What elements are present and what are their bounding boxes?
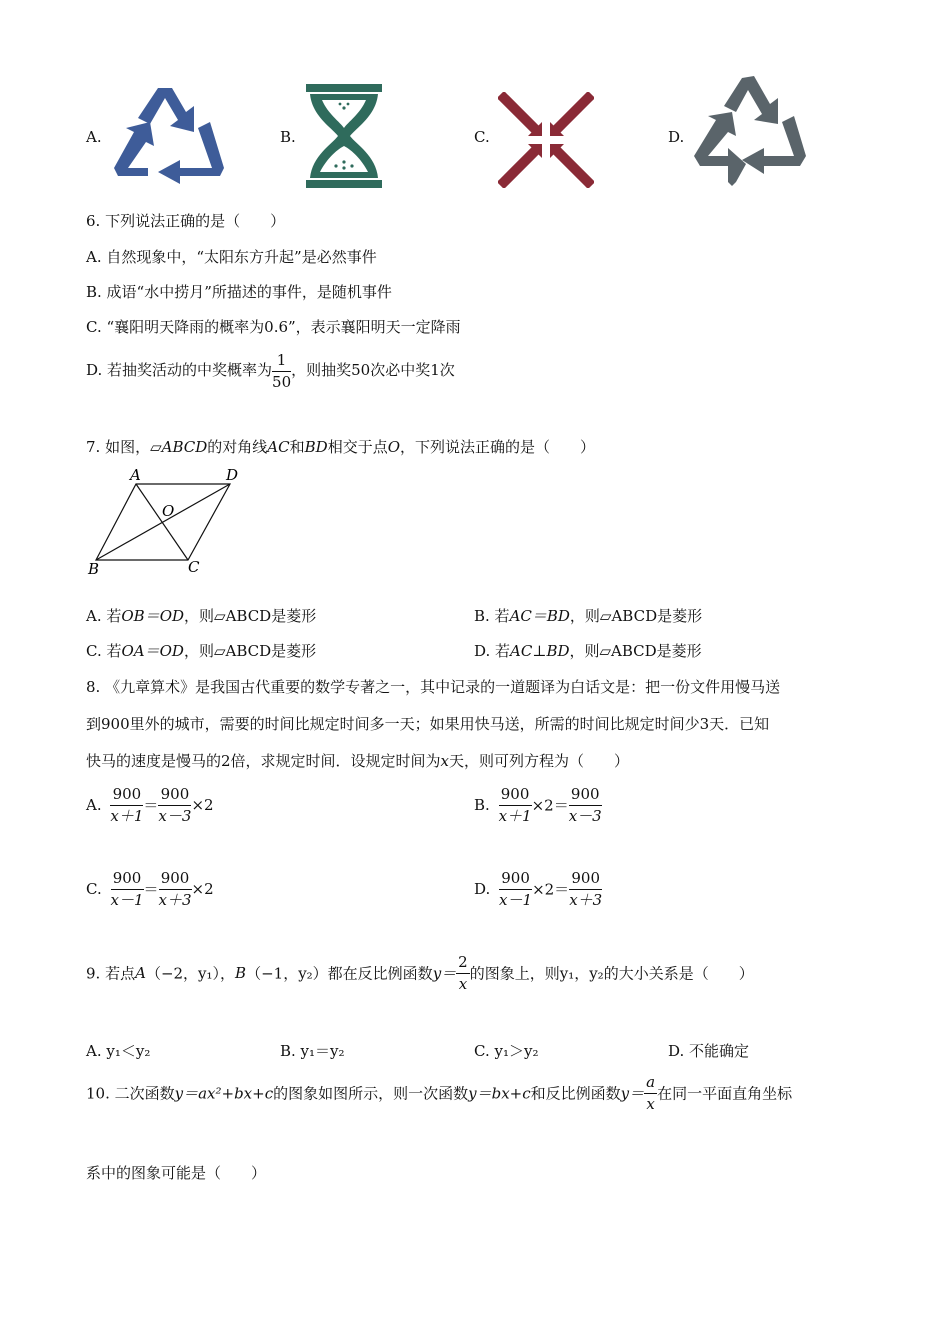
q7-option-c-suffix: ，则▱ABCD是菱形: [183, 642, 317, 660]
q7-stem-part: 7. 如图，: [86, 438, 151, 456]
fraction: [110, 786, 143, 824]
q9-stem: [86, 954, 754, 992]
point-o-label: O: [162, 502, 175, 520]
fraction-denominator: 50: [272, 372, 292, 391]
q9-option-b: B. y₁＝y₂: [280, 1042, 345, 1060]
fraction-denominator: x－1: [110, 890, 144, 909]
q9-option-a: A. y₁＜y₂: [86, 1042, 151, 1060]
point-c-label: C: [188, 558, 200, 576]
q7-segment-ac: AC: [267, 438, 290, 456]
fraction-numerator: 900: [499, 870, 532, 890]
q7-option-b-condition: AC＝BD: [509, 607, 570, 625]
q9-option-c: C. y₁＞y₂: [474, 1042, 539, 1060]
q10-stem-part: 和反比例函数: [530, 1084, 621, 1103]
recycle-triangle-icon: [692, 74, 808, 188]
q7-option-d: [474, 640, 702, 661]
point-b-label: B: [88, 560, 100, 578]
q10-stem-part: 在同一平面直角坐标: [657, 1084, 793, 1103]
q7-option-c-prefix: C. 若: [86, 642, 122, 660]
times-factor: ×2: [191, 880, 214, 898]
q10-stem-line2: 系中的图象可能是（ ）: [86, 1164, 267, 1182]
q7-option-d-condition: AC⊥BD: [510, 642, 570, 660]
q8-option-a-label: A.: [86, 796, 102, 814]
q6-option-b: B. 成语“水中捞月”所描述的事件，是随机事件: [86, 283, 392, 301]
q7-option-b-suffix: ，则▱ABCD是菱形: [569, 607, 703, 625]
q8-option-c: [86, 870, 214, 908]
fraction: [499, 870, 532, 908]
q8-stem-line1: 8. 《九章算术》是我国古代重要的数学专著之一，其中记录的一道题译为白话文是：把一份文件用慢马送: [86, 678, 781, 696]
q5-option-b-label: B.: [280, 128, 296, 146]
times-equals: ×2＝: [532, 880, 570, 899]
fraction: [569, 870, 602, 908]
q5-option-a-label: A.: [86, 128, 102, 146]
equals-sign: ＝: [143, 796, 159, 815]
q6-option-c: C. “襄阳明天降雨的概率为0.6”，表示襄阳明天一定降雨: [86, 318, 461, 336]
q6-option-a: A. 自然现象中，“太阳东方升起”是必然事件: [86, 248, 377, 266]
q6-option-d-text: D. 若抽奖活动的中奖概率为: [86, 361, 273, 379]
q8-option-b: [474, 786, 602, 824]
q7-option-a-prefix: A. 若: [86, 607, 122, 625]
q7-option-b: [474, 605, 702, 626]
fraction-numerator: 2: [456, 954, 470, 974]
fraction-numerator: 900: [110, 786, 143, 806]
q8-option-d: [474, 870, 602, 908]
q9-stem-part: 的图象上，则y₁，y₂的大小关系是（ ）: [469, 964, 754, 983]
fraction-numerator: 900: [569, 786, 602, 806]
fraction-denominator: x－1: [499, 890, 533, 909]
q7-option-d-suffix: ，则▱ABCD是菱形: [569, 642, 702, 660]
fraction-denominator: x: [646, 1094, 655, 1113]
point-a-label: A: [130, 466, 141, 484]
q7-stem-part: ，下列说法正确的是（ ）: [400, 438, 596, 456]
fraction-denominator: x＋3: [569, 890, 603, 909]
fraction-numerator: 900: [499, 786, 532, 806]
q8-stem-line2: 到900里外的城市，需要的时间比规定时间多一天；如果用快马送，所需的时间比规定时间少3天．已知: [86, 715, 770, 733]
q8-stem-part: 快马的速度是慢马的2倍，求规定时间．设规定时间为: [86, 752, 441, 770]
q7-parallelogram: ▱ABCD: [150, 438, 208, 456]
recycle-arrows-icon: [110, 80, 228, 186]
fraction-a-over-x: [644, 1074, 657, 1112]
q6-stem: 6. 下列说法正确的是（ ）: [86, 212, 286, 230]
fraction-denominator: x: [458, 974, 468, 993]
fraction-2-over-x: [456, 954, 470, 992]
q7-option-d-prefix: D. 若: [474, 642, 511, 660]
q10-stem: [86, 1074, 792, 1112]
q7-stem-part: 和: [289, 438, 305, 456]
q9-point-a: A: [135, 964, 146, 982]
parallelogram-diagram: [84, 464, 244, 580]
q9-point-b-coord: （−1，y₂）都在反比例函数: [246, 964, 433, 983]
q10-stem-part: 10. 二次函数: [86, 1084, 175, 1103]
q9-function-y: y＝: [432, 964, 457, 983]
fraction-numerator: 900: [569, 870, 602, 890]
q8-option-b-label: B.: [474, 796, 490, 814]
q7-option-a: [86, 605, 316, 626]
fraction-denominator: x＋1: [498, 806, 532, 825]
q7-stem: [86, 436, 595, 457]
q8-option-a: [86, 786, 214, 824]
q10-quadratic: y＝ax²+bx+c: [174, 1084, 274, 1103]
q7-stem-part: 的对角线: [207, 438, 268, 456]
times-equals: ×2＝: [531, 796, 569, 815]
q7-option-b-prefix: B. 若: [474, 607, 510, 625]
q9-point-a-coord: （−2，y₁），: [145, 964, 236, 983]
q8-option-d-label: D.: [474, 880, 491, 898]
fraction-numerator: 1: [272, 352, 291, 372]
q5-option-c-label: C.: [474, 128, 490, 146]
fraction: [159, 870, 192, 908]
q7-option-a-condition: OB＝OD: [121, 607, 185, 625]
fraction-numerator: a: [644, 1074, 657, 1094]
q7-option-c-condition: OA＝OD: [121, 642, 184, 660]
q10-function-y: y＝: [620, 1084, 645, 1103]
q9-option-d: D. 不能确定: [668, 1042, 750, 1060]
point-d-label: D: [226, 466, 239, 484]
q6-option-d-suffix: ，则抽奖50次必中奖1次: [291, 361, 455, 379]
fraction-denominator: x＋3: [158, 890, 192, 909]
q5-option-d-label: D.: [668, 128, 685, 146]
fraction-numerator: 900: [159, 870, 192, 890]
q10-linear: y＝bx+c: [468, 1084, 531, 1103]
fraction-1-50: [272, 352, 291, 390]
fraction: [569, 786, 602, 824]
fraction-numerator: 900: [111, 870, 144, 890]
times-factor: ×2: [191, 796, 214, 814]
fraction-denominator: x＋1: [110, 806, 144, 825]
fraction-numerator: 900: [158, 786, 191, 806]
q7-option-c: [86, 640, 316, 661]
q9-point-b: B: [235, 964, 247, 982]
q6-option-d: [86, 352, 455, 390]
fraction: [499, 786, 532, 824]
fraction: [111, 870, 144, 908]
fraction-denominator: x－3: [568, 806, 602, 825]
q8-stem-line3: [86, 750, 629, 771]
q7-point-o: O: [387, 438, 401, 456]
converging-arrows-icon: [498, 92, 594, 188]
equals-sign: ＝: [143, 880, 159, 899]
q9-stem-part: 9. 若点: [86, 964, 136, 983]
hourglass-icon: [304, 84, 384, 188]
q7-stem-part: 相交于点: [327, 438, 388, 456]
q10-stem-part: 的图象如图所示，则一次函数: [273, 1084, 469, 1103]
fraction-denominator: x－3: [158, 806, 192, 825]
q7-segment-bd: BD: [304, 438, 328, 456]
q7-option-a-suffix: ，则▱ABCD是菱形: [184, 607, 317, 625]
q8-option-c-label: C.: [86, 880, 102, 898]
q8-variable-x: x: [440, 752, 450, 770]
fraction: [158, 786, 191, 824]
q8-stem-part: 天，则可列方程为（ ）: [449, 752, 630, 770]
